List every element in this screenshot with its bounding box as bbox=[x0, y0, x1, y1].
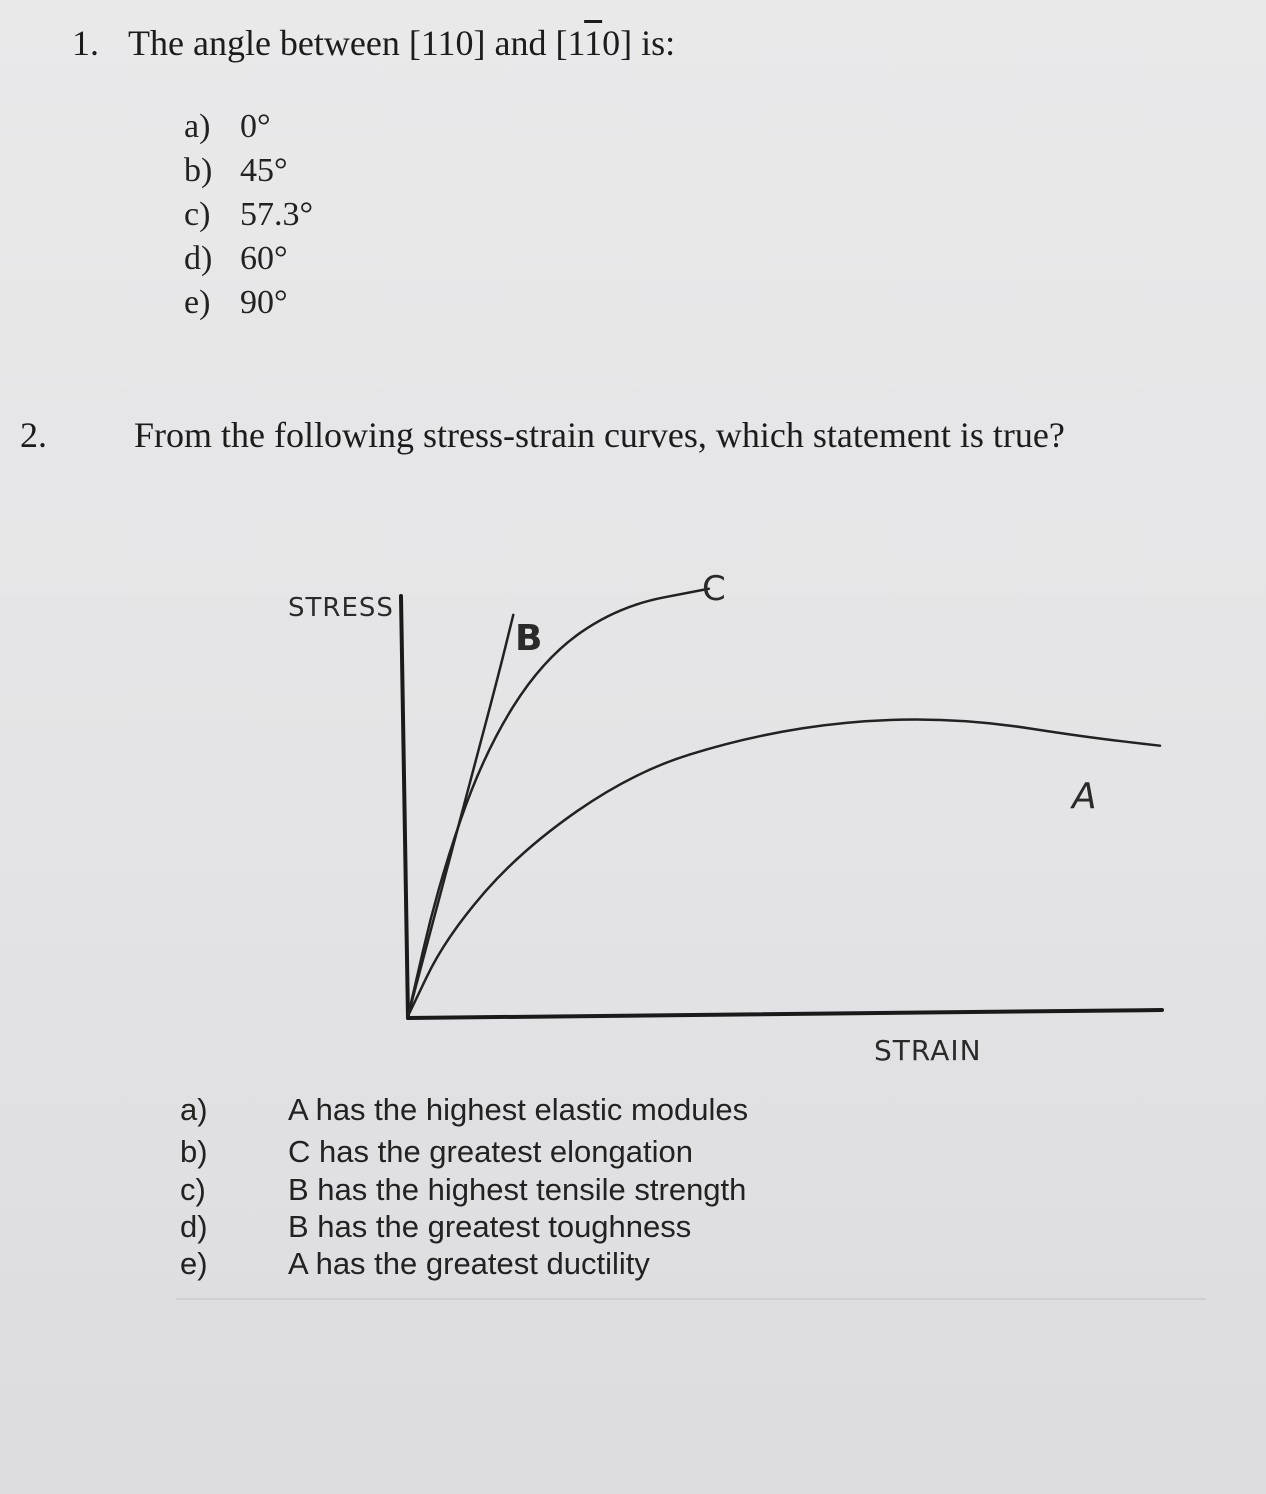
question-2-option-e-text[interactable]: A has the greatest ductility bbox=[288, 1246, 650, 1281]
option-letter: a) bbox=[184, 108, 211, 145]
option-text: 57.3° bbox=[240, 196, 314, 233]
series-a-label: A bbox=[1072, 776, 1097, 817]
question-2-option-c-text[interactable]: B has the highest tensile strength bbox=[288, 1172, 747, 1207]
series-b-label: B bbox=[515, 618, 543, 659]
option-text: 60° bbox=[240, 240, 288, 277]
question-2-option-a-text[interactable]: A has the highest elastic modules bbox=[288, 1092, 749, 1127]
page-divider bbox=[176, 1298, 1206, 1300]
question-2-option-d-text[interactable]: B has the greatest toughness bbox=[288, 1209, 692, 1244]
question-2-option-d-letter[interactable]: d) bbox=[180, 1209, 208, 1244]
option-text: 90° bbox=[240, 284, 288, 321]
question-2-option-e-letter[interactable]: e) bbox=[180, 1246, 208, 1281]
option-letter: d) bbox=[184, 240, 213, 277]
question-1-number: 1. bbox=[72, 23, 99, 63]
option-text: 0° bbox=[240, 108, 271, 145]
x-axis-label: STRAIN bbox=[874, 1034, 982, 1067]
option-letter: c) bbox=[184, 196, 211, 233]
series-c-curve bbox=[408, 589, 709, 1016]
series-b-curve bbox=[408, 615, 513, 1016]
series-a-curve bbox=[408, 720, 1160, 1016]
question-1-text-bar: 1 bbox=[584, 23, 603, 63]
option-letter: e) bbox=[184, 284, 211, 321]
question-1-text-before: The angle between [110] and [1 bbox=[128, 23, 585, 63]
question-2-option-c-letter[interactable]: c) bbox=[180, 1172, 206, 1207]
question-2-option-b-text[interactable]: C has the greatest elongation bbox=[288, 1134, 693, 1169]
question-2-number: 2. bbox=[20, 415, 47, 455]
y-axis bbox=[401, 596, 408, 1018]
question-1-text-after: 0] is: bbox=[602, 23, 676, 63]
chart-axes bbox=[401, 596, 1162, 1018]
question-2-text: From the following stress-strain curves, which statement is true? bbox=[134, 415, 1065, 455]
option-letter: b) bbox=[184, 152, 213, 189]
question-2-option-a-letter[interactable]: a) bbox=[180, 1092, 208, 1127]
series-c-label: C bbox=[702, 569, 726, 609]
x-axis bbox=[408, 1010, 1162, 1018]
option-text: 45° bbox=[240, 152, 288, 189]
question-2-option-b-letter[interactable]: b) bbox=[180, 1134, 208, 1169]
y-axis-label: STRESS bbox=[288, 593, 394, 623]
